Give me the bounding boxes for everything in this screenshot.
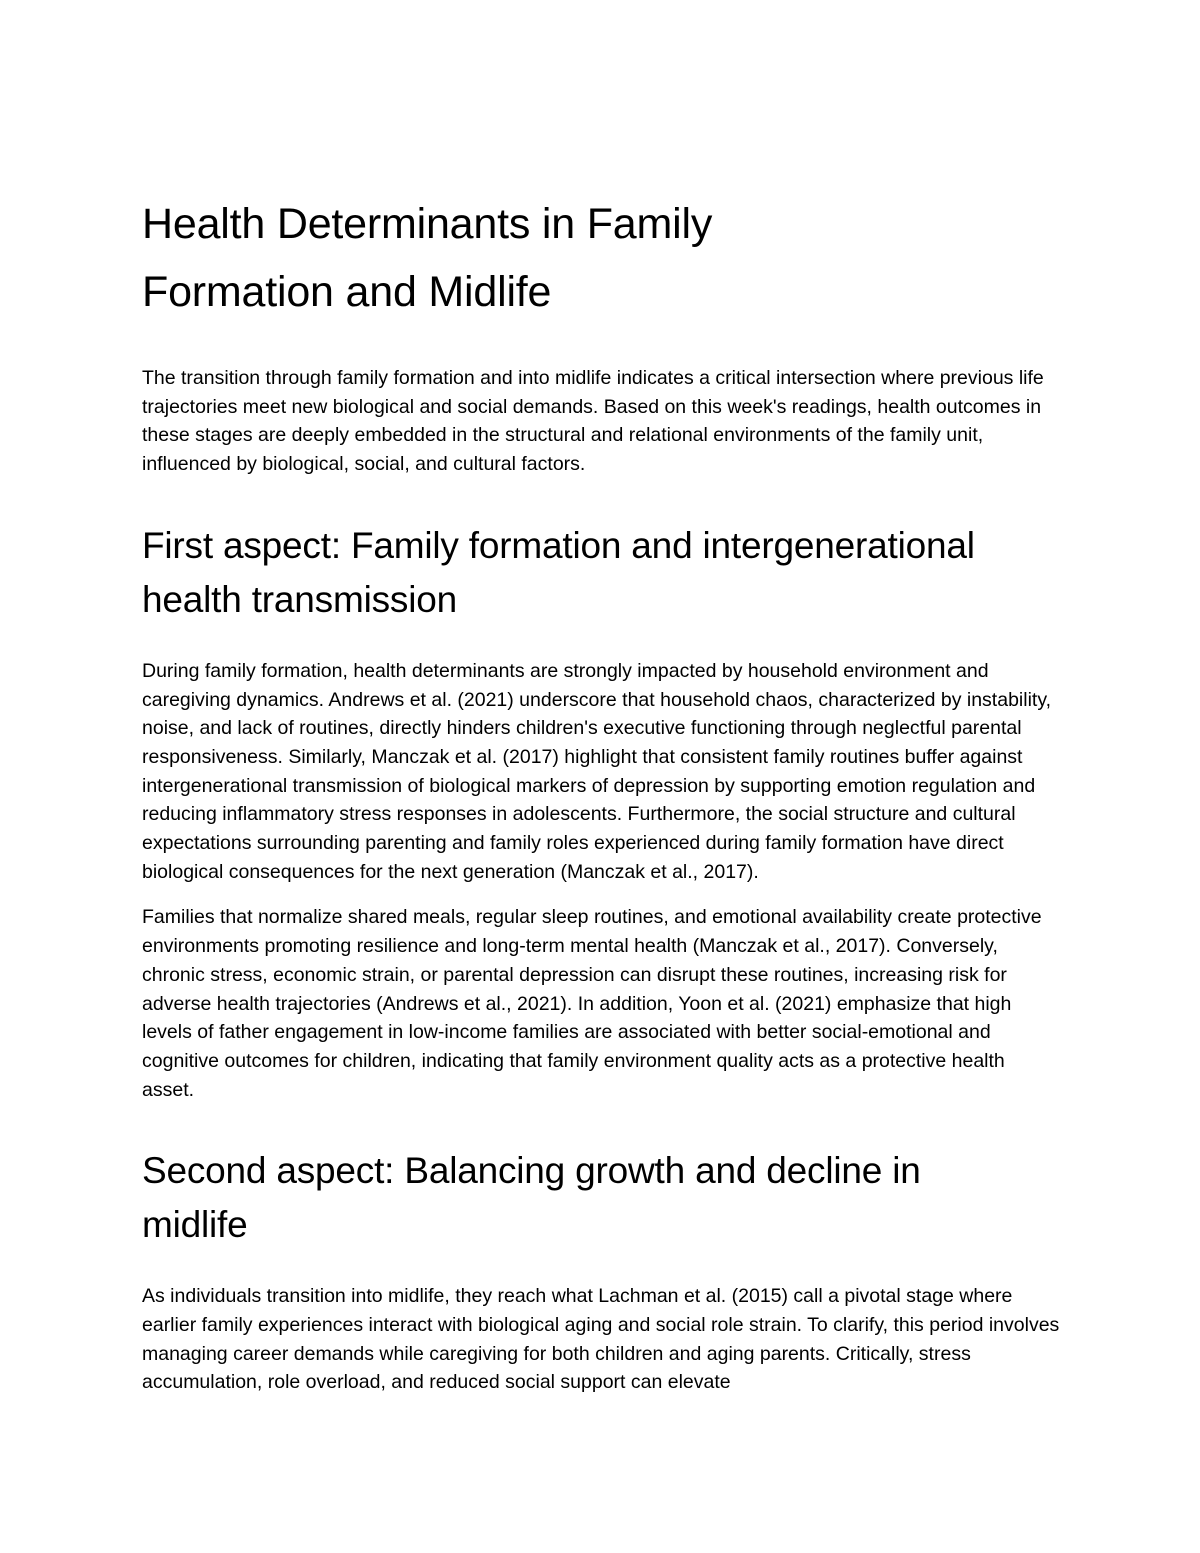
heading-line-2: health transmission [142, 578, 457, 620]
intro-paragraph: The transition through family formation and into midlife indicates a critical intersection where previous life trajectories meet new biological and social demands. Based on this week's readings, health outcomes in these stages are deeply embedded in the structural and relational environments of the family unit, influenced by biological, social, and cultural factors. [142, 367, 1044, 476]
heading-line-1: Second aspect: Balancing growth and decline in [142, 1150, 921, 1192]
body-paragraph: As individuals transition into midlife, they reach what Lachman et al. (2015) call a pivotal stage where earlier family experiences interact with biological aging and social role strain. To clarify, this period involves managing career demands while caregiving for both children and aging parents. Critically, stress accumulation, role overload, and reduced social support can elevate [142, 1285, 1060, 1394]
document-page [142, 190, 1062, 1397]
document-title [142, 190, 1062, 326]
section-heading-first-aspect [142, 519, 1062, 627]
section-heading-second-aspect [142, 1144, 1062, 1252]
title-line-2: Formation and Midlife [142, 268, 552, 316]
body-paragraph: Families that normalize shared meals, regular sleep routines, and emotional availability create protective environments promoting resilience and long-term mental health (Manczak et al., 2017). Conversely, chronic stress, economic strain, or parental depression can disrupt these routines, increasing risk for adverse health trajectories (Andrews et al., 2021). In addition, Yoon et al. (2021) emphasize that high levels of father engagement in low-income families are associated with better social-emotional and cognitive outcomes for children, indicating that family environment quality acts as a protective health asset. [142, 906, 1042, 1101]
heading-line-2: midlife [142, 1204, 248, 1246]
body-paragraph: During family formation, health determinants are strongly impacted by household environment and caregiving dynamics. Andrews et al. (2021) underscore that household chaos, characterized by instability, noise, and lack of routines, directly hinders children's executive functioning through neglectful parental responsiveness. Similarly, Manczak et al. (2017) highlight that consistent family routines buffer against intergenerational transmission of biological markers of depression by supporting emotion regulation and reducing inflammatory stress responses in adolescents. Furthermore, the social structure and cultural expectations surrounding parenting and family roles experienced during family formation have direct biological consequences for the next generation (Manczak et al., 2017). [142, 659, 1052, 883]
heading-line-1: First aspect: Family formation and intergenerational [142, 524, 975, 566]
title-line-1: Health Determinants in Family [142, 200, 713, 248]
